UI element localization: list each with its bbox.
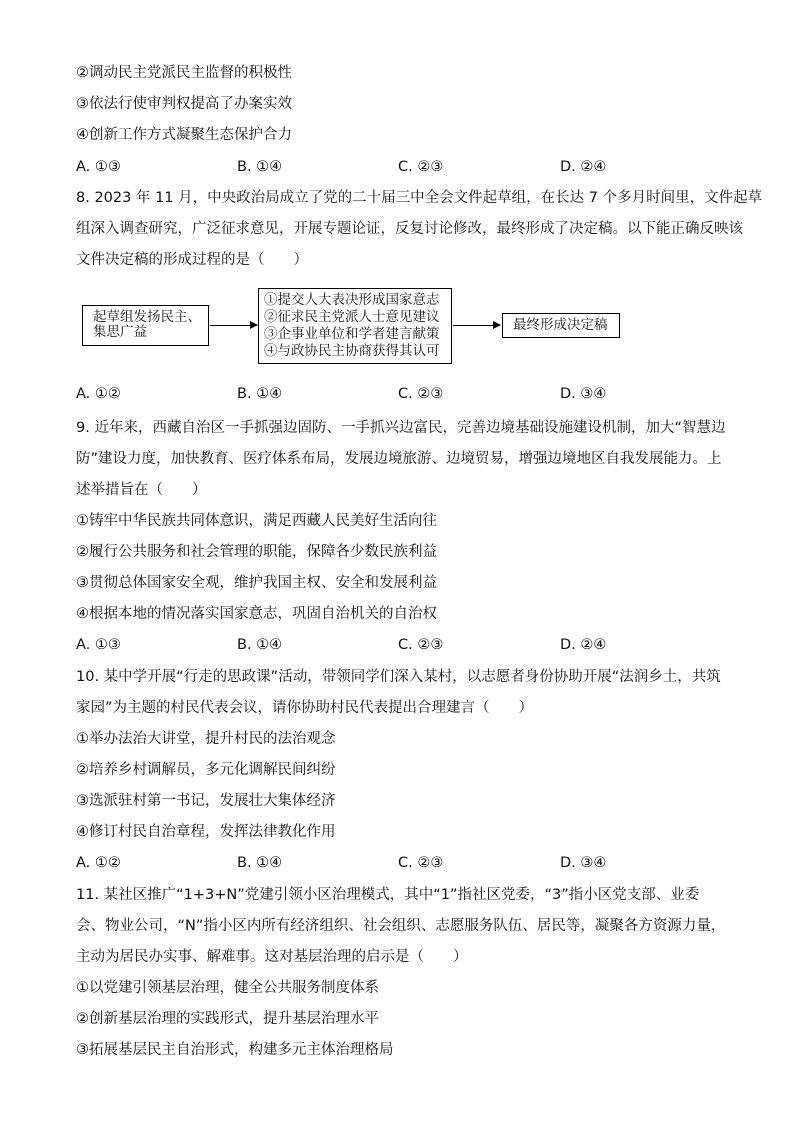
q10-option-b[interactable]: B. ①④ <box>237 855 283 871</box>
q10-stem-line-1: 10. 某中学开展“行走的思政课”活动，带领同学们深入某村，以志愿者身份协助开展“法润乡土，共筑 <box>76 669 721 685</box>
step-2: ②征求民主党派人士意见建议 <box>264 309 440 325</box>
q9-item-4: ④根据本地的情况落实国家意志，巩固自治机关的自治权 <box>76 606 437 622</box>
q11-item-3: ③拓展基层民主自治形式，构建多元主体治理格局 <box>76 1042 394 1058</box>
q8-option-b[interactable]: B. ①④ <box>237 386 283 402</box>
q9-option-a[interactable]: A. ①③ <box>76 637 121 653</box>
step-1: ①提交人大表决形成国家意志 <box>264 292 440 308</box>
q7-item-3: ③依法行使审判权提高了办案实效 <box>76 96 292 112</box>
q8-option-a[interactable]: A. ①② <box>76 386 121 402</box>
diagram-steps-box <box>258 288 452 364</box>
q9-stem-line-2: 防”建设力度，加快教育、医疗体系布局，发展边境旅游、边境贸易，增强边境地区自我发展能力。上 <box>76 451 722 467</box>
q10-option-d[interactable]: D. ③④ <box>560 855 607 871</box>
diagram-arrow-2 <box>453 325 500 326</box>
diagram-arrow-1 <box>210 325 257 326</box>
q9-item-3: ③贯彻总体国家安全观，维护我国主权、安全和发展利益 <box>76 575 437 591</box>
q9-option-d[interactable]: D. ②④ <box>560 637 607 653</box>
q9-option-c[interactable]: C. ②③ <box>398 637 444 653</box>
q11-stem-line-3: 主动为居民办实事、解难事。这对基层治理的启示是（ ） <box>76 949 468 965</box>
q10-item-1: ①举办法治大讲堂，提升村民的法治观念 <box>76 731 336 747</box>
q11-item-2: ②创新基层治理的实践形式，提升基层治理水平 <box>76 1011 379 1027</box>
q10-item-3: ③选派驻村第一书记，发展壮大集体经济 <box>76 793 336 809</box>
start-box-line-2: 集思广益 <box>93 324 147 340</box>
q8-option-d[interactable]: D. ③④ <box>560 386 607 402</box>
q11-stem-line-2: 会、物业公司，“N”指小区内所有经济组织、社会组织、志愿服务队伍、居民等，凝聚各方资源力量， <box>76 918 726 934</box>
step-3: ③企事业单位和学者建言献策 <box>264 326 440 342</box>
diagram-start-box <box>82 305 209 346</box>
q7-item-2: ②调动民主党派民主监督的积极性 <box>76 65 292 81</box>
q11-stem-line-1: 11. 某社区推广“1+3+N”党建引领小区治理模式，其中“1”指社区党委，“3”指小区党支部、业委 <box>76 887 700 903</box>
q8-stem-line-2: 组深入调查研究，广泛征求意见，开展专题论证，反复讨论修改，最终形成了决定稿。以下能正确反映该 <box>76 221 743 237</box>
step-4: ④与政协民主协商获得其认可 <box>264 343 440 359</box>
q10-option-c[interactable]: C. ②③ <box>398 855 444 871</box>
start-box-line-1: 起草组发扬民主、 <box>93 309 201 325</box>
q8-option-c[interactable]: C. ②③ <box>398 386 444 402</box>
q10-option-a[interactable]: A. ①② <box>76 855 121 871</box>
q8-stem-line-3: 文件决定稿的形成过程的是（ ） <box>76 252 308 268</box>
q7-option-d[interactable]: D. ②④ <box>560 159 607 175</box>
q9-item-1: ①铸牢中华民族共同体意识，满足西藏人民美好生活向往 <box>76 513 437 529</box>
q10-item-2: ②培养乡村调解员，多元化调解民间纠纷 <box>76 762 336 778</box>
q9-stem-line-1: 9. 近年来，西藏自治区一手抓强边固防、一手抓兴边富民，完善边境基础设施建设机制，加大“智慧边 <box>76 420 726 436</box>
q9-stem-line-3: 述举措旨在（ ） <box>76 482 207 498</box>
q7-option-b[interactable]: B. ①④ <box>237 159 283 175</box>
q11-item-1: ①以党建引领基层治理，健全公共服务制度体系 <box>76 980 379 996</box>
q7-option-c[interactable]: C. ②③ <box>398 159 444 175</box>
q10-item-4: ④修订村民自治章程，发挥法律教化作用 <box>76 824 336 840</box>
q9-option-b[interactable]: B. ①④ <box>237 637 283 653</box>
q7-option-a[interactable]: A. ①③ <box>76 159 121 175</box>
q9-item-2: ②履行公共服务和社会管理的职能，保障各少数民族利益 <box>76 544 437 560</box>
diagram-result-box: 最终形成决定稿 <box>502 313 620 338</box>
q8-stem-line-1: 8. 2023 年 11 月，中央政治局成立了党的二十届三中全会文件起草组，在长达 7 个多月时间里，文件起草 <box>76 190 763 206</box>
q10-stem-line-2: 家园”为主题的村民代表会议，请你协助村民代表提出合理建言（ ） <box>76 700 534 716</box>
q7-item-4: ④创新工作方式凝聚生态保护合力 <box>76 127 292 143</box>
